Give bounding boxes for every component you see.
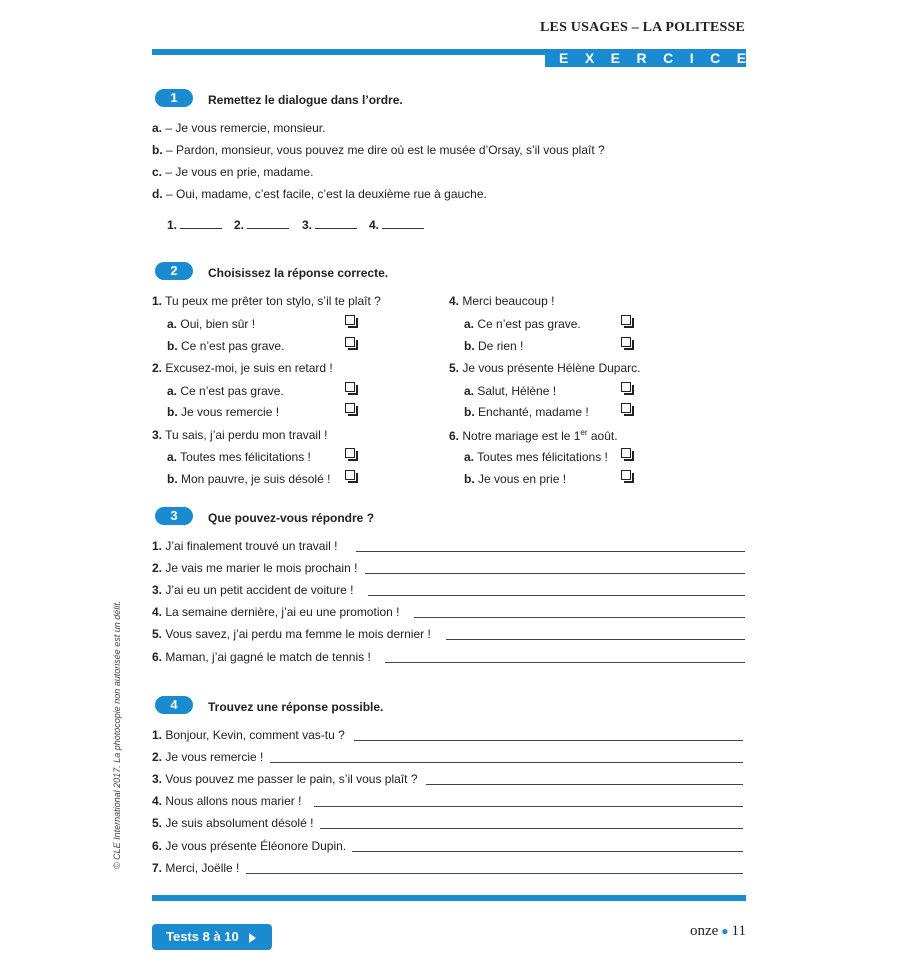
answer-blank[interactable] bbox=[180, 218, 222, 229]
sec3-item-2: 2. Je vais me marier le mois prochain ! bbox=[152, 561, 358, 575]
sec2-question-5: 5. Je vous présente Hélène Duparc. bbox=[449, 361, 641, 375]
sec1-item-a: a. – Je vous remercie, monsieur. bbox=[152, 121, 326, 135]
sec1-item-b: b. – Pardon, monsieur, vous pouvez me dire où est le musée d’Orsay, s’il vous plaît ? bbox=[152, 143, 605, 157]
section-4-title: Trouvez une réponse possible. bbox=[208, 700, 384, 714]
sec2-q6-option-b: b. Je vous en prie ! bbox=[464, 472, 567, 486]
sec2-q6-option-a: a. Toutes mes félicitations ! bbox=[464, 450, 608, 464]
sec2-q3-option-b: b. Mon pauvre, je suis désolé ! bbox=[167, 472, 331, 486]
sec4-item-6: 6. Je vous présente Éléonore Dupin. bbox=[152, 839, 347, 853]
chapter-title: LES USAGES – LA POLITESSE bbox=[540, 20, 745, 35]
section-3-title: Que pouvez-vous répondre ? bbox=[208, 511, 375, 525]
sec1-answer-1: 1. bbox=[167, 218, 222, 232]
sec2-q2-option-a: a. Ce n’est pas grave. bbox=[167, 384, 284, 398]
checkbox[interactable] bbox=[621, 448, 631, 458]
sec1-answer-4: 4. bbox=[369, 218, 424, 232]
sec1-answer-3: 3. bbox=[302, 218, 357, 232]
sec2-question-1: 1. Tu peux me prêter ton stylo, s’il te plaît ? bbox=[152, 294, 381, 308]
checkbox[interactable] bbox=[621, 315, 631, 325]
bullet-icon: ● bbox=[721, 924, 729, 938]
tests-button[interactable] bbox=[152, 924, 272, 950]
header-rule bbox=[152, 49, 545, 55]
answer-line[interactable] bbox=[426, 783, 743, 785]
sec2-q4-option-b: b. De rien ! bbox=[464, 339, 524, 353]
checkbox[interactable] bbox=[345, 337, 355, 347]
checkbox[interactable] bbox=[621, 470, 631, 480]
page-number: onze ● 11 bbox=[689, 923, 746, 939]
sec4-item-2: 2. Je vous remercie ! bbox=[152, 750, 264, 764]
checkbox[interactable] bbox=[345, 448, 355, 458]
checkbox[interactable] bbox=[345, 403, 355, 413]
sec2-question-4: 4. Merci beaucoup ! bbox=[449, 294, 555, 308]
sec3-item-1: 1. J’ai finalement trouvé un travail ! bbox=[152, 539, 338, 553]
sec2-q3-option-a: a. Toutes mes félicitations ! bbox=[167, 450, 311, 464]
answer-blank[interactable] bbox=[315, 218, 357, 229]
footer-rule bbox=[152, 895, 746, 901]
answer-line[interactable] bbox=[320, 827, 743, 829]
answer-line[interactable] bbox=[354, 739, 743, 741]
sec4-item-4: 4. Nous allons nous marier ! bbox=[152, 794, 302, 808]
answer-line[interactable] bbox=[414, 616, 745, 618]
answer-line[interactable] bbox=[385, 661, 745, 663]
exercices-band: EXERCICES bbox=[545, 49, 746, 67]
checkbox[interactable] bbox=[345, 470, 355, 480]
checkbox[interactable] bbox=[345, 315, 355, 325]
sec3-item-4: 4. La semaine dernière, j’ai eu une promotion ! bbox=[152, 605, 400, 619]
copyright-notice: © CLE International 2017. La photocopie non autorisée est un délit. bbox=[112, 600, 122, 869]
sec4-item-3: 3. Vous pouvez me passer le pain, s’il vous plaît ? bbox=[152, 772, 418, 786]
checkbox[interactable] bbox=[621, 337, 631, 347]
answer-line[interactable] bbox=[446, 638, 745, 640]
section-1-title: Remettez le dialogue dans l’ordre. bbox=[208, 93, 403, 107]
section-3-number: 3 bbox=[155, 507, 193, 525]
sec2-q5-option-b: b. Enchanté, madame ! bbox=[464, 405, 589, 419]
answer-blank[interactable] bbox=[247, 218, 289, 229]
checkbox[interactable] bbox=[345, 382, 355, 392]
answer-line[interactable] bbox=[270, 761, 743, 763]
sec2-q1-option-a: a. Oui, bien sûr ! bbox=[167, 317, 256, 331]
answer-line[interactable] bbox=[352, 850, 743, 852]
answer-line[interactable] bbox=[365, 572, 745, 574]
play-arrow-icon bbox=[249, 933, 256, 943]
sec1-item-c: c. – Je vous en prie, madame. bbox=[152, 165, 314, 179]
sec4-item-5: 5. Je suis absolument désolé ! bbox=[152, 816, 314, 830]
sec3-item-6: 6. Maman, j’ai gagné le match de tennis ! bbox=[152, 650, 371, 664]
sec2-question-2: 2. Excusez-moi, je suis en retard ! bbox=[152, 361, 333, 375]
checkbox[interactable] bbox=[621, 403, 631, 413]
checkbox[interactable] bbox=[621, 382, 631, 392]
answer-blank[interactable] bbox=[382, 218, 424, 229]
answer-line[interactable] bbox=[356, 550, 745, 552]
sec4-item-7: 7. Merci, Joëlle ! bbox=[152, 861, 240, 875]
sec2-q1-option-b: b. Ce n’est pas grave. bbox=[167, 339, 285, 353]
tests-button-label: Tests 8 à 10 bbox=[166, 929, 239, 944]
sec2-q4-option-a: a. Ce n’est pas grave. bbox=[464, 317, 581, 331]
sec1-answer-2: 2. bbox=[234, 218, 289, 232]
sec1-item-d: d. – Oui, madame, c’est facile, c’est la deuxième rue à gauche. bbox=[152, 187, 487, 201]
sec3-item-5: 5. Vous savez, j’ai perdu ma femme le mois dernier ! bbox=[152, 627, 431, 641]
answer-line[interactable] bbox=[246, 872, 743, 874]
sec2-question-6: 6. Notre mariage est le 1er août. bbox=[449, 428, 618, 443]
section-2-number: 2 bbox=[155, 262, 193, 280]
section-4-number: 4 bbox=[155, 696, 193, 714]
sec2-q5-option-a: a. Salut, Hélène ! bbox=[464, 384, 557, 398]
section-2-title: Choisissez la réponse correcte. bbox=[208, 266, 389, 280]
sec3-item-3: 3. J’ai eu un petit accident de voiture ! bbox=[152, 583, 354, 597]
section-1-number: 1 bbox=[155, 89, 193, 107]
answer-line[interactable] bbox=[314, 805, 743, 807]
sec2-question-3: 3. Tu sais, j’ai perdu mon travail ! bbox=[152, 428, 328, 442]
sec2-q2-option-b: b. Je vous remercie ! bbox=[167, 405, 280, 419]
sec4-item-1: 1. Bonjour, Kevin, comment vas-tu ? bbox=[152, 728, 345, 742]
answer-line[interactable] bbox=[368, 594, 745, 596]
